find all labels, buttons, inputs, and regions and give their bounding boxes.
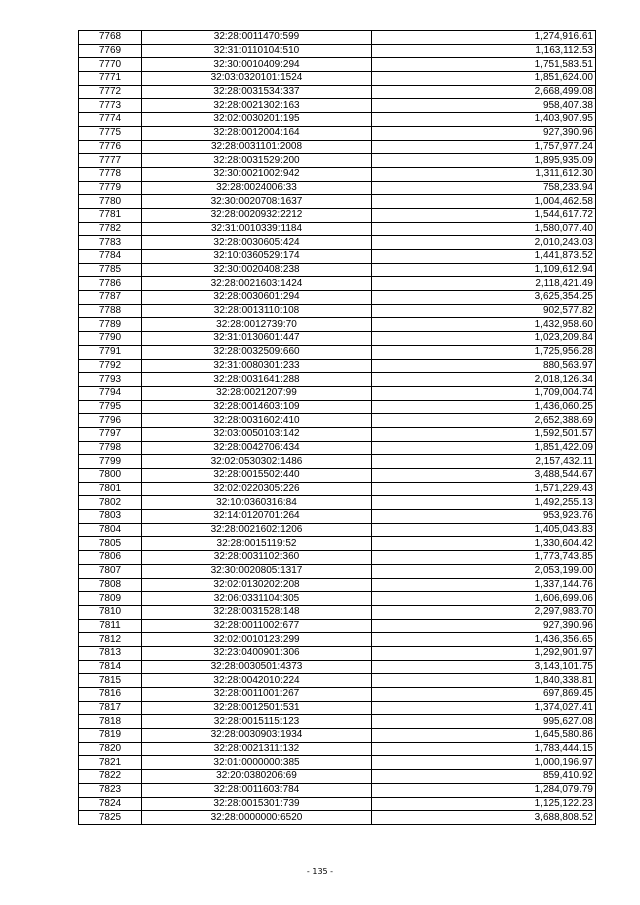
value-cell: 1,895,935.09: [372, 154, 596, 168]
cadastral-number-cell: 32:28:0030605:424: [142, 236, 372, 250]
cadastral-number-cell: 32:28:0031602:410: [142, 414, 372, 428]
table-row: [79, 318, 596, 332]
value-cell: 1,125,122.23: [372, 797, 596, 811]
row-number-cell: 7813: [79, 646, 142, 660]
row-number-cell: 7825: [79, 811, 142, 825]
value-cell: 1,580,077.40: [372, 222, 596, 236]
cadastral-number-cell: 32:31:0110104:510: [142, 44, 372, 58]
value-cell: 2,157,432.11: [372, 455, 596, 469]
table-row: [79, 85, 596, 99]
cadastral-number-cell: 32:01:0000000:385: [142, 756, 372, 770]
value-cell: 927,390.96: [372, 126, 596, 140]
row-number-cell: 7819: [79, 729, 142, 743]
table-row: [79, 427, 596, 441]
cadastral-number-cell: 32:28:0011002:677: [142, 619, 372, 633]
cadastral-number-cell: 32:03:0320101:1524: [142, 72, 372, 86]
table-row: [79, 208, 596, 222]
value-cell: 1,311,612.30: [372, 167, 596, 181]
row-number-cell: 7772: [79, 85, 142, 99]
row-number-cell: 7801: [79, 482, 142, 496]
cadastral-number-cell: 32:28:0000000:6520: [142, 811, 372, 825]
table-row: [79, 263, 596, 277]
cadastral-number-cell: 32:30:0020805:1317: [142, 564, 372, 578]
cadastral-number-cell: 32:28:0031101:2008: [142, 140, 372, 154]
cadastral-number-cell: 32:02:0010123:299: [142, 633, 372, 647]
table-row: [79, 359, 596, 373]
row-number-cell: 7781: [79, 208, 142, 222]
cadastral-number-cell: 32:02:0130202:208: [142, 578, 372, 592]
cadastral-number-cell: 32:28:0030601:294: [142, 291, 372, 305]
row-number-cell: 7783: [79, 236, 142, 250]
cadastral-number-cell: 32:28:0013110:108: [142, 304, 372, 318]
cadastral-number-cell: 32:30:0020408:238: [142, 263, 372, 277]
cadastral-number-cell: 32:28:0030501:4373: [142, 660, 372, 674]
table-row: [79, 688, 596, 702]
table-row: [79, 58, 596, 72]
value-cell: 1,436,356.65: [372, 633, 596, 647]
cadastral-number-cell: 32:28:0031641:288: [142, 373, 372, 387]
cadastral-number-cell: 32:28:0021603:1424: [142, 277, 372, 291]
cadastral-number-cell: 32:28:0015502:440: [142, 469, 372, 483]
value-cell: 3,625,354.25: [372, 291, 596, 305]
value-cell: 2,118,421.49: [372, 277, 596, 291]
table-row: [79, 756, 596, 770]
cadastral-number-cell: 32:28:0012004:164: [142, 126, 372, 140]
value-cell: 1,645,580.86: [372, 729, 596, 743]
cadastral-number-cell: 32:28:0024006:33: [142, 181, 372, 195]
row-number-cell: 7787: [79, 291, 142, 305]
value-cell: 2,018,126.34: [372, 373, 596, 387]
row-number-cell: 7822: [79, 770, 142, 784]
value-cell: 2,668,499.08: [372, 85, 596, 99]
value-cell: 758,233.94: [372, 181, 596, 195]
table-row: [79, 167, 596, 181]
table-row: [79, 469, 596, 483]
value-cell: 1,405,043.83: [372, 523, 596, 537]
cadastral-number-cell: 32:28:0011001:267: [142, 688, 372, 702]
row-number-cell: 7778: [79, 167, 142, 181]
row-number-cell: 7792: [79, 359, 142, 373]
value-cell: 927,390.96: [372, 619, 596, 633]
table-row: [79, 797, 596, 811]
table-row: [79, 304, 596, 318]
table-row: [79, 783, 596, 797]
cadastral-number-cell: 32:31:0130601:447: [142, 332, 372, 346]
value-cell: 1,441,873.52: [372, 250, 596, 264]
value-cell: 1,330,604.42: [372, 537, 596, 551]
page-number: - 135 -: [306, 867, 334, 876]
cadastral-number-cell: 32:28:0011470:599: [142, 31, 372, 45]
table-row: [79, 811, 596, 825]
table-row: [79, 523, 596, 537]
row-number-cell: 7771: [79, 72, 142, 86]
value-cell: 2,053,199.00: [372, 564, 596, 578]
value-cell: 2,652,388.69: [372, 414, 596, 428]
value-cell: 1,571,229.43: [372, 482, 596, 496]
row-number-cell: 7802: [79, 496, 142, 510]
table-row: [79, 660, 596, 674]
table-row: [79, 674, 596, 688]
value-cell: 3,488,544.67: [372, 469, 596, 483]
cadastral-number-cell: 32:02:0030201:195: [142, 113, 372, 127]
row-number-cell: 7777: [79, 154, 142, 168]
row-number-cell: 7780: [79, 195, 142, 209]
cadastral-number-cell: 32:28:0011603:784: [142, 783, 372, 797]
cadastral-number-cell: 32:28:0031528:148: [142, 605, 372, 619]
table-row: [79, 770, 596, 784]
table-row: [79, 564, 596, 578]
row-number-cell: 7820: [79, 742, 142, 756]
row-number-cell: 7789: [79, 318, 142, 332]
cadastral-number-cell: 32:28:0031534:337: [142, 85, 372, 99]
table-row: [79, 701, 596, 715]
row-number-cell: 7795: [79, 400, 142, 414]
cadastral-value-table: [78, 30, 596, 825]
table-row: [79, 154, 596, 168]
table-row: [79, 373, 596, 387]
table-row: [79, 441, 596, 455]
table-row: [79, 729, 596, 743]
cadastral-number-cell: 32:28:0015119:52: [142, 537, 372, 551]
value-cell: 995,627.08: [372, 715, 596, 729]
value-cell: 3,143,101.75: [372, 660, 596, 674]
value-cell: 1,292,901.97: [372, 646, 596, 660]
table-row: [79, 72, 596, 86]
row-number-cell: 7806: [79, 551, 142, 565]
value-cell: 1,544,617.72: [372, 208, 596, 222]
table-row: [79, 578, 596, 592]
row-number-cell: 7785: [79, 263, 142, 277]
cadastral-number-cell: 32:28:0032509:660: [142, 345, 372, 359]
row-number-cell: 7793: [79, 373, 142, 387]
row-number-cell: 7823: [79, 783, 142, 797]
value-cell: 1,284,079.79: [372, 783, 596, 797]
value-cell: 1,592,501.57: [372, 427, 596, 441]
row-number-cell: 7782: [79, 222, 142, 236]
cadastral-number-cell: 32:28:0012501:531: [142, 701, 372, 715]
value-cell: 902,577.82: [372, 304, 596, 318]
cadastral-number-cell: 32:02:0530302:1486: [142, 455, 372, 469]
table-row: [79, 510, 596, 524]
cadastral-number-cell: 32:31:0010339:1184: [142, 222, 372, 236]
value-cell: 1,757,977.24: [372, 140, 596, 154]
value-cell: 2,297,983.70: [372, 605, 596, 619]
row-number-cell: 7816: [79, 688, 142, 702]
value-cell: 1,840,338.81: [372, 674, 596, 688]
cadastral-number-cell: 32:23:0400901:306: [142, 646, 372, 660]
table-row: [79, 277, 596, 291]
table-row: [79, 715, 596, 729]
cadastral-number-cell: 32:28:0015115:123: [142, 715, 372, 729]
cadastral-number-cell: 32:28:0020932:2212: [142, 208, 372, 222]
row-number-cell: 7817: [79, 701, 142, 715]
value-cell: 1,109,612.94: [372, 263, 596, 277]
row-number-cell: 7775: [79, 126, 142, 140]
table-row: [79, 113, 596, 127]
value-cell: 697,869.45: [372, 688, 596, 702]
table-row: [79, 44, 596, 58]
table-row: [79, 181, 596, 195]
value-cell: 958,407.38: [372, 99, 596, 113]
table-row: [79, 619, 596, 633]
value-cell: 1,004,462.58: [372, 195, 596, 209]
table-row: [79, 742, 596, 756]
row-number-cell: 7807: [79, 564, 142, 578]
table-row: [79, 633, 596, 647]
table-row: [79, 291, 596, 305]
value-cell: 1,606,699.06: [372, 592, 596, 606]
value-cell: 953,923.76: [372, 510, 596, 524]
value-cell: 1,851,624.00: [372, 72, 596, 86]
row-number-cell: 7814: [79, 660, 142, 674]
table-row: [79, 455, 596, 469]
row-number-cell: 7784: [79, 250, 142, 264]
value-cell: 1,492,255.13: [372, 496, 596, 510]
cadastral-number-cell: 32:30:0020708:1637: [142, 195, 372, 209]
value-cell: 1,274,916.61: [372, 31, 596, 45]
cadastral-number-cell: 32:03:0050103:142: [142, 427, 372, 441]
row-number-cell: 7770: [79, 58, 142, 72]
cadastral-number-cell: 32:02:0220305:226: [142, 482, 372, 496]
row-number-cell: 7791: [79, 345, 142, 359]
cadastral-number-cell: 32:06:0331104:305: [142, 592, 372, 606]
table-row: [79, 31, 596, 45]
cadastral-number-cell: 32:28:0021207:99: [142, 386, 372, 400]
row-number-cell: 7812: [79, 633, 142, 647]
cadastral-number-cell: 32:10:0360529:174: [142, 250, 372, 264]
value-cell: 880,563.97: [372, 359, 596, 373]
value-cell: 2,010,243.03: [372, 236, 596, 250]
table-row: [79, 386, 596, 400]
table-row: [79, 400, 596, 414]
cadastral-number-cell: 32:28:0021302:163: [142, 99, 372, 113]
value-cell: 1,023,209.84: [372, 332, 596, 346]
table-row: [79, 646, 596, 660]
row-number-cell: 7773: [79, 99, 142, 113]
table-row: [79, 551, 596, 565]
value-cell: 1,709,004.74: [372, 386, 596, 400]
row-number-cell: 7804: [79, 523, 142, 537]
value-cell: 1,725,956.28: [372, 345, 596, 359]
value-cell: 1,751,583.51: [372, 58, 596, 72]
row-number-cell: 7798: [79, 441, 142, 455]
cadastral-number-cell: 32:28:0012739:70: [142, 318, 372, 332]
value-cell: 1,000,196.97: [372, 756, 596, 770]
table-row: [79, 496, 596, 510]
row-number-cell: 7824: [79, 797, 142, 811]
cadastral-number-cell: 32:28:0031102:360: [142, 551, 372, 565]
table-row: [79, 537, 596, 551]
table-row: [79, 605, 596, 619]
row-number-cell: 7779: [79, 181, 142, 195]
value-cell: 1,773,743.85: [372, 551, 596, 565]
row-number-cell: 7786: [79, 277, 142, 291]
value-cell: 1,436,060.25: [372, 400, 596, 414]
value-cell: 1,851,422.09: [372, 441, 596, 455]
row-number-cell: 7805: [79, 537, 142, 551]
cadastral-number-cell: 32:28:0031529:200: [142, 154, 372, 168]
table-row: [79, 236, 596, 250]
table-row: [79, 195, 596, 209]
cadastral-number-cell: 32:28:0021311:132: [142, 742, 372, 756]
row-number-cell: 7818: [79, 715, 142, 729]
table-row: [79, 99, 596, 113]
value-cell: 1,783,444.15: [372, 742, 596, 756]
row-number-cell: 7821: [79, 756, 142, 770]
row-number-cell: 7815: [79, 674, 142, 688]
table-row: [79, 140, 596, 154]
value-cell: 1,337,144.76: [372, 578, 596, 592]
row-number-cell: 7797: [79, 427, 142, 441]
value-cell: 1,432,958.60: [372, 318, 596, 332]
value-cell: 1,163,112.53: [372, 44, 596, 58]
table-row: [79, 345, 596, 359]
row-number-cell: 7768: [79, 31, 142, 45]
table-row: [79, 222, 596, 236]
value-cell: 1,403,907.95: [372, 113, 596, 127]
table-row: [79, 250, 596, 264]
cadastral-number-cell: 32:31:0080301:233: [142, 359, 372, 373]
cadastral-number-cell: 32:28:0014603:109: [142, 400, 372, 414]
row-number-cell: 7774: [79, 113, 142, 127]
table-row: [79, 482, 596, 496]
row-number-cell: 7776: [79, 140, 142, 154]
row-number-cell: 7799: [79, 455, 142, 469]
cadastral-number-cell: 32:28:0021602:1206: [142, 523, 372, 537]
cadastral-number-cell: 32:28:0042010:224: [142, 674, 372, 688]
cadastral-number-cell: 32:30:0010409:294: [142, 58, 372, 72]
cadastral-number-cell: 32:10:0360316:84: [142, 496, 372, 510]
cadastral-number-cell: 32:20:0380206:69: [142, 770, 372, 784]
row-number-cell: 7769: [79, 44, 142, 58]
value-cell: 3,688,808.52: [372, 811, 596, 825]
row-number-cell: 7788: [79, 304, 142, 318]
cadastral-number-cell: 32:28:0042706:434: [142, 441, 372, 455]
row-number-cell: 7800: [79, 469, 142, 483]
row-number-cell: 7810: [79, 605, 142, 619]
cadastral-number-cell: 32:30:0021002:942: [142, 167, 372, 181]
table-body: [79, 31, 596, 825]
row-number-cell: 7809: [79, 592, 142, 606]
table-row: [79, 592, 596, 606]
table-row: [79, 414, 596, 428]
cadastral-number-cell: 32:14:0120701:264: [142, 510, 372, 524]
row-number-cell: 7790: [79, 332, 142, 346]
row-number-cell: 7811: [79, 619, 142, 633]
row-number-cell: 7796: [79, 414, 142, 428]
row-number-cell: 7803: [79, 510, 142, 524]
table-row: [79, 332, 596, 346]
table-row: [79, 126, 596, 140]
value-cell: 859,410.92: [372, 770, 596, 784]
cadastral-number-cell: 32:28:0030903:1934: [142, 729, 372, 743]
cadastral-number-cell: 32:28:0015301:739: [142, 797, 372, 811]
row-number-cell: 7794: [79, 386, 142, 400]
value-cell: 1,374,027.41: [372, 701, 596, 715]
row-number-cell: 7808: [79, 578, 142, 592]
